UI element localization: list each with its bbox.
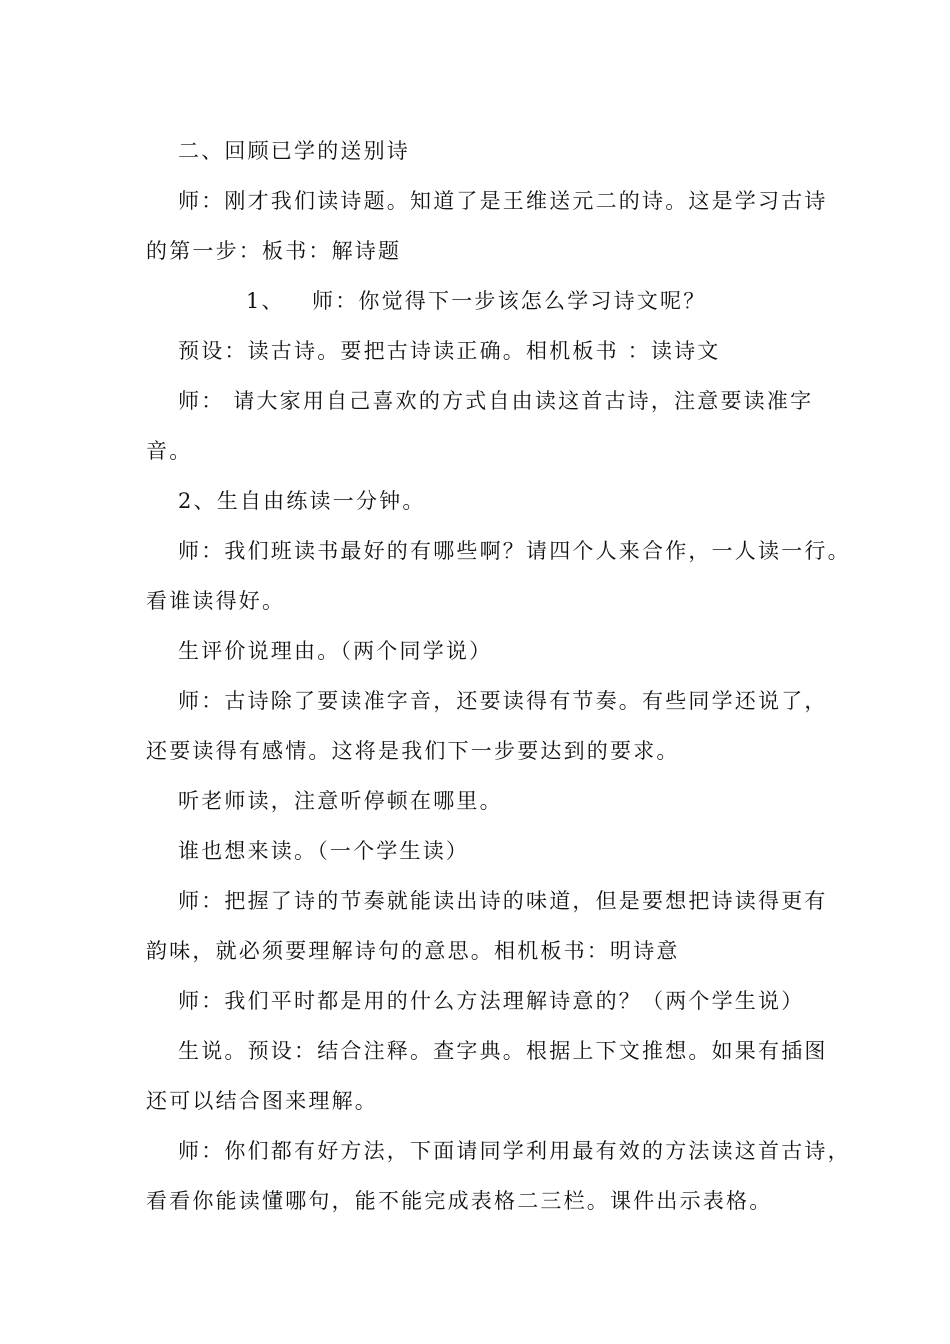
paragraph-line: 音。 bbox=[146, 439, 193, 463]
numbered-item bbox=[246, 287, 706, 315]
paragraph-line: 韵味，就必须要理解诗句的意思。相机板书：明诗意 bbox=[146, 939, 680, 963]
paragraph-line: 师：刚才我们读诗题。知道了是王维送元二的诗。这是学习古诗 bbox=[178, 189, 828, 213]
paragraph-line: 师：把握了诗的节奏就能读出诗的味道，但是要想把诗读得更有 bbox=[178, 889, 828, 913]
paragraph-line: 师：我们平时都是用的什么方法理解诗意的？（两个学生说） bbox=[178, 989, 805, 1013]
paragraph-line: 预设：读古诗。要把古诗读正确。相机板书 ：读诗文 bbox=[178, 339, 721, 363]
paragraph-line: 2、生自由练读一分钟。 bbox=[178, 489, 426, 513]
paragraph-line: 师：古诗除了要读准字音，还要读得有节奏。有些同学还说了， bbox=[178, 689, 828, 713]
paragraph-line: 看看你能读懂哪句，能不能完成表格二三栏。课件出示表格。 bbox=[146, 1189, 773, 1213]
paragraph-line: 还可以结合图来理解。 bbox=[146, 1089, 378, 1113]
paragraph-line: 师：我们班读书最好的有哪些啊？请四个人来合作，一人读一行。 bbox=[178, 539, 851, 563]
item-number: 1、 bbox=[246, 289, 285, 313]
paragraph-line: 生说。预设：结合注释。查字典。根据上下文推想。如果有插图 bbox=[178, 1039, 828, 1063]
section-heading: 二、回顾已学的送别诗 bbox=[178, 139, 410, 163]
paragraph-line: 生评价说理由。（两个同学说） bbox=[178, 639, 493, 663]
item-text: 师：你觉得下一步该怎么学习诗文呢？ bbox=[312, 289, 707, 313]
paragraph-line: 谁也想来读。（一个学生读） bbox=[178, 839, 470, 863]
paragraph-line: 看谁读得好。 bbox=[146, 589, 286, 613]
paragraph-line: 师：你们都有好方法，下面请同学利用最有效的方法读这首古诗， bbox=[178, 1139, 851, 1163]
paragraph-line: 的第一步：板书：解诗题 bbox=[146, 239, 402, 263]
paragraph-line: 师： 请大家用自己喜欢的方式自由读这首古诗，注意要读准字 bbox=[178, 389, 814, 413]
paragraph-line: 还要读得有感情。这将是我们下一步要达到的要求。 bbox=[146, 739, 680, 763]
paragraph-line: 听老师读，注意听停顿在哪里。 bbox=[178, 789, 503, 813]
